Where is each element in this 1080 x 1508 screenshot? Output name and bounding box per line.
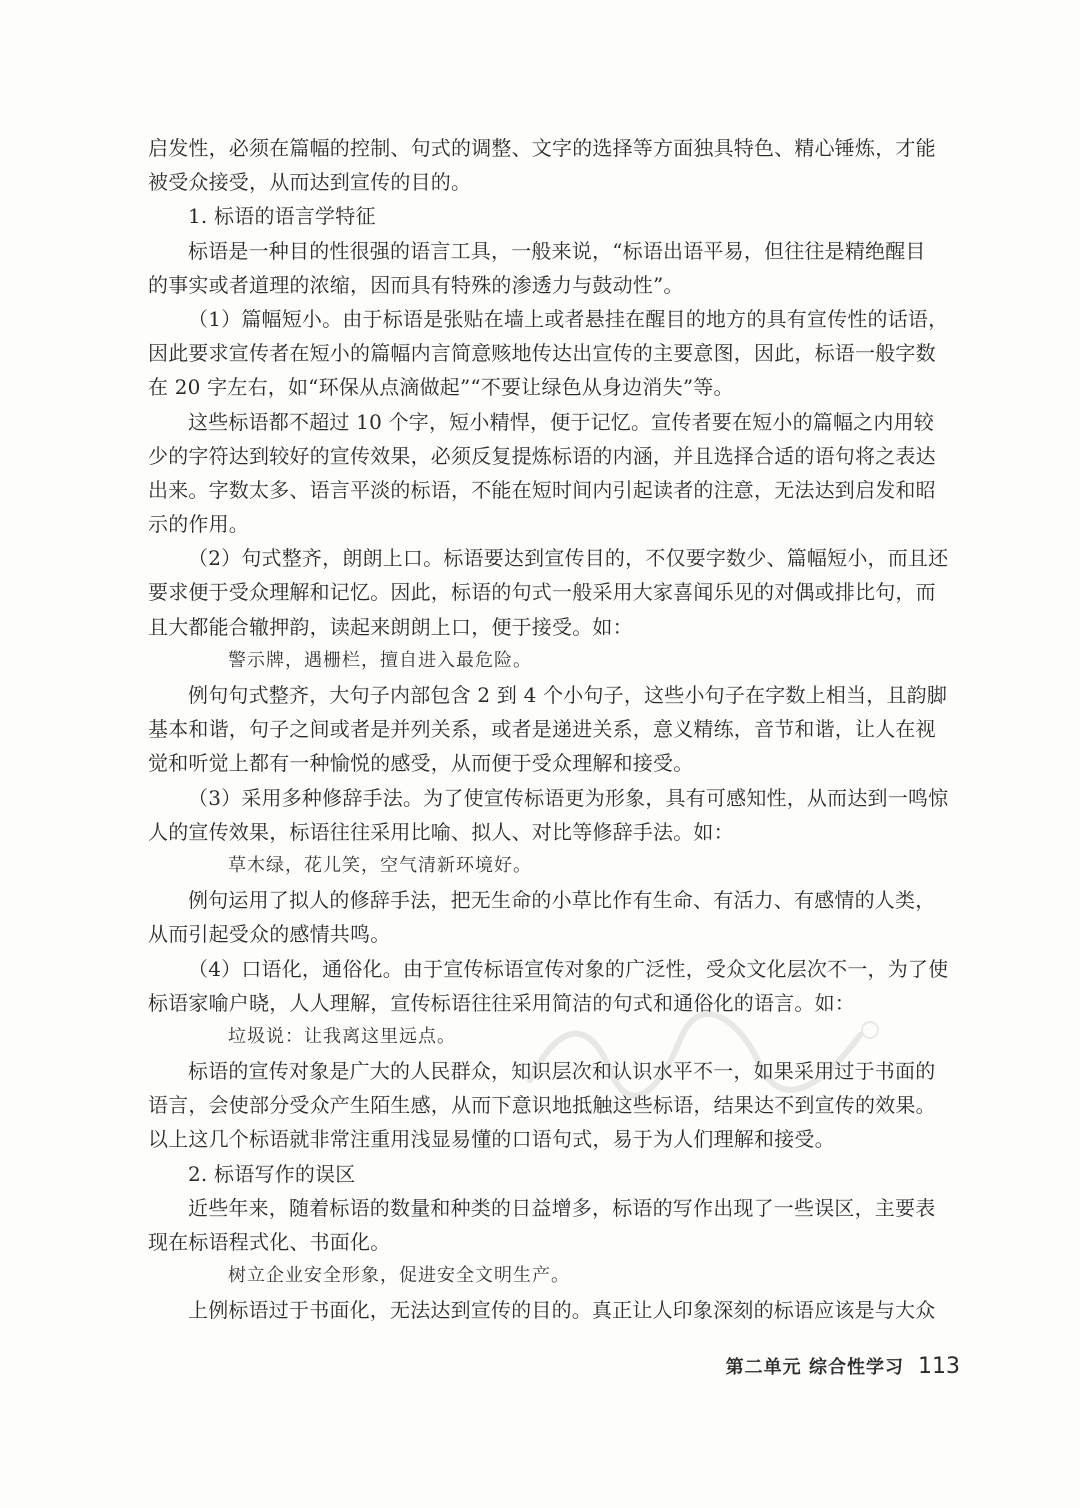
text-line: 例句运用了拟人的修辞手法，把无生命的小草比作有生命、有活力、有感情的人类，: [188, 888, 936, 913]
text-line: 的事实或者道理的浓缩，因而具有特殊的渗透力与鼓动性”。: [148, 272, 684, 297]
text-line: 例句句式整齐，大句子内部包含 2 到 4 个小句子，这些小句子在字数上相当，且韵脚: [188, 683, 948, 707]
text-line: 出来。字数太多、语言平淡的标语，不能在短时间内引起读者的注意，无法达到启发和昭: [148, 477, 936, 502]
page-body-text: [148, 131, 966, 1328]
text-line: （2）句式整齐，朗朗上口。标语要达到宣传目的，不仅要字数少、篇幅短小，而且还: [188, 546, 949, 571]
text-line: 少的字符达到较好的宣传效果，必须反复提炼标语的内涵，并且选择合适的语句将之表达: [148, 443, 936, 468]
text-line: 近些年来，随着标语的数量和种类的日益增多，标语的写作出现了一些误区，主要表: [188, 1195, 936, 1220]
text-line: （1）篇幅短小。由于标语是张贴在墙上或者悬挂在醒目的地方的具有宣传性的话语，: [188, 306, 949, 331]
text-line: 示的作用。: [148, 512, 249, 537]
text-line: 在 20 字左右，如“环保从点滴做起”“不要让绿色从身边消失”等。: [148, 375, 734, 400]
page-number: 113: [918, 1354, 960, 1379]
example-slogan: 垃圾说：让我离这里远点。: [228, 1025, 456, 1047]
text-line: 基本和谐，句子之间或者是并列关系，或者是递进关系，意义精练，音节和谐，让人在视: [148, 717, 936, 742]
unit-label: 第二单元 综合性学习: [725, 1357, 904, 1378]
text-line: 标语的宣传对象是广大的人民群众，知识层次和认识水平不一，如果采用过于书面的: [188, 1059, 936, 1084]
page-footer: [726, 1353, 960, 1379]
text-line: 觉和听觉上都有一种愉悦的感受，从而便于受众理解和接受。: [148, 751, 694, 776]
text-line: 被受众接受，从而达到宣传的目的。: [148, 170, 472, 195]
text-line: 要求便于受众理解和记忆。因此，标语的句式一般采用大家喜闻乐见的对偶或排比句，而: [148, 580, 936, 605]
text-line: 语言，会使部分受众产生陌生感，从而下意识地抵触这些标语，结果达不到宣传的效果。: [148, 1093, 936, 1118]
text-line: 标语家喻户晓，人人理解，宣传标语往往采用简洁的句式和通俗化的语言。如：: [148, 990, 855, 1015]
text-line: 人的宣传效果，标语往往采用比喻、拟人、对比等修辞手法。如：: [148, 819, 734, 844]
text-line: 这些标语都不超过 10 个字，短小精悍，便于记忆。宣传者要在短小的篇幅之内用较: [188, 409, 934, 434]
text-line: 以上这几个标语就非常注重用浅显易懂的口语句式，易于为人们理解和接受。: [148, 1127, 835, 1152]
text-line: （3）采用多种修辞手法。为了使宣传标语更为形象，具有可感知性，从而达到一鸣惊: [188, 785, 949, 810]
section-heading: 1. 标语的语言学特征: [188, 204, 376, 229]
example-slogan: 草木绿，花儿笑，空气清新环境好。: [228, 854, 532, 876]
text-line: 上例标语过于书面化，无法达到宣传的目的。真正让人印象深刻的标语应该是与大众: [188, 1298, 936, 1323]
text-line: 启发性，必须在篇幅的控制、句式的调整、文字的选择等方面独具特色、精心锤炼，才能: [148, 136, 936, 160]
example-slogan: 警示牌，遇栅栏，擅自进入最危险。: [228, 649, 532, 671]
text-line: （4）口语化，通俗化。由于宣传标语宣传对象的广泛性，受众文化层次不一，为了使: [188, 956, 949, 981]
example-slogan: 树立企业安全形象，促进安全文明生产。: [228, 1265, 570, 1287]
text-line: 且大都能合辙押韵，读起来朗朗上口，便于接受。如：: [148, 614, 633, 639]
text-line: 标语是一种目的性很强的语言工具，一般来说，“标语出语平易，但往往是精绝醒目: [188, 238, 926, 263]
text-line: 现在标语程式化、书面化。: [148, 1230, 391, 1254]
text-line: 从而引起受众的感情共鸣。: [148, 922, 391, 947]
section-heading: 2. 标语写作的误区: [188, 1161, 356, 1186]
text-line: 因此要求宣传者在短小的篇幅内言简意赅地传达出宣传的主要意图，因此，标语一般字数: [148, 341, 936, 366]
